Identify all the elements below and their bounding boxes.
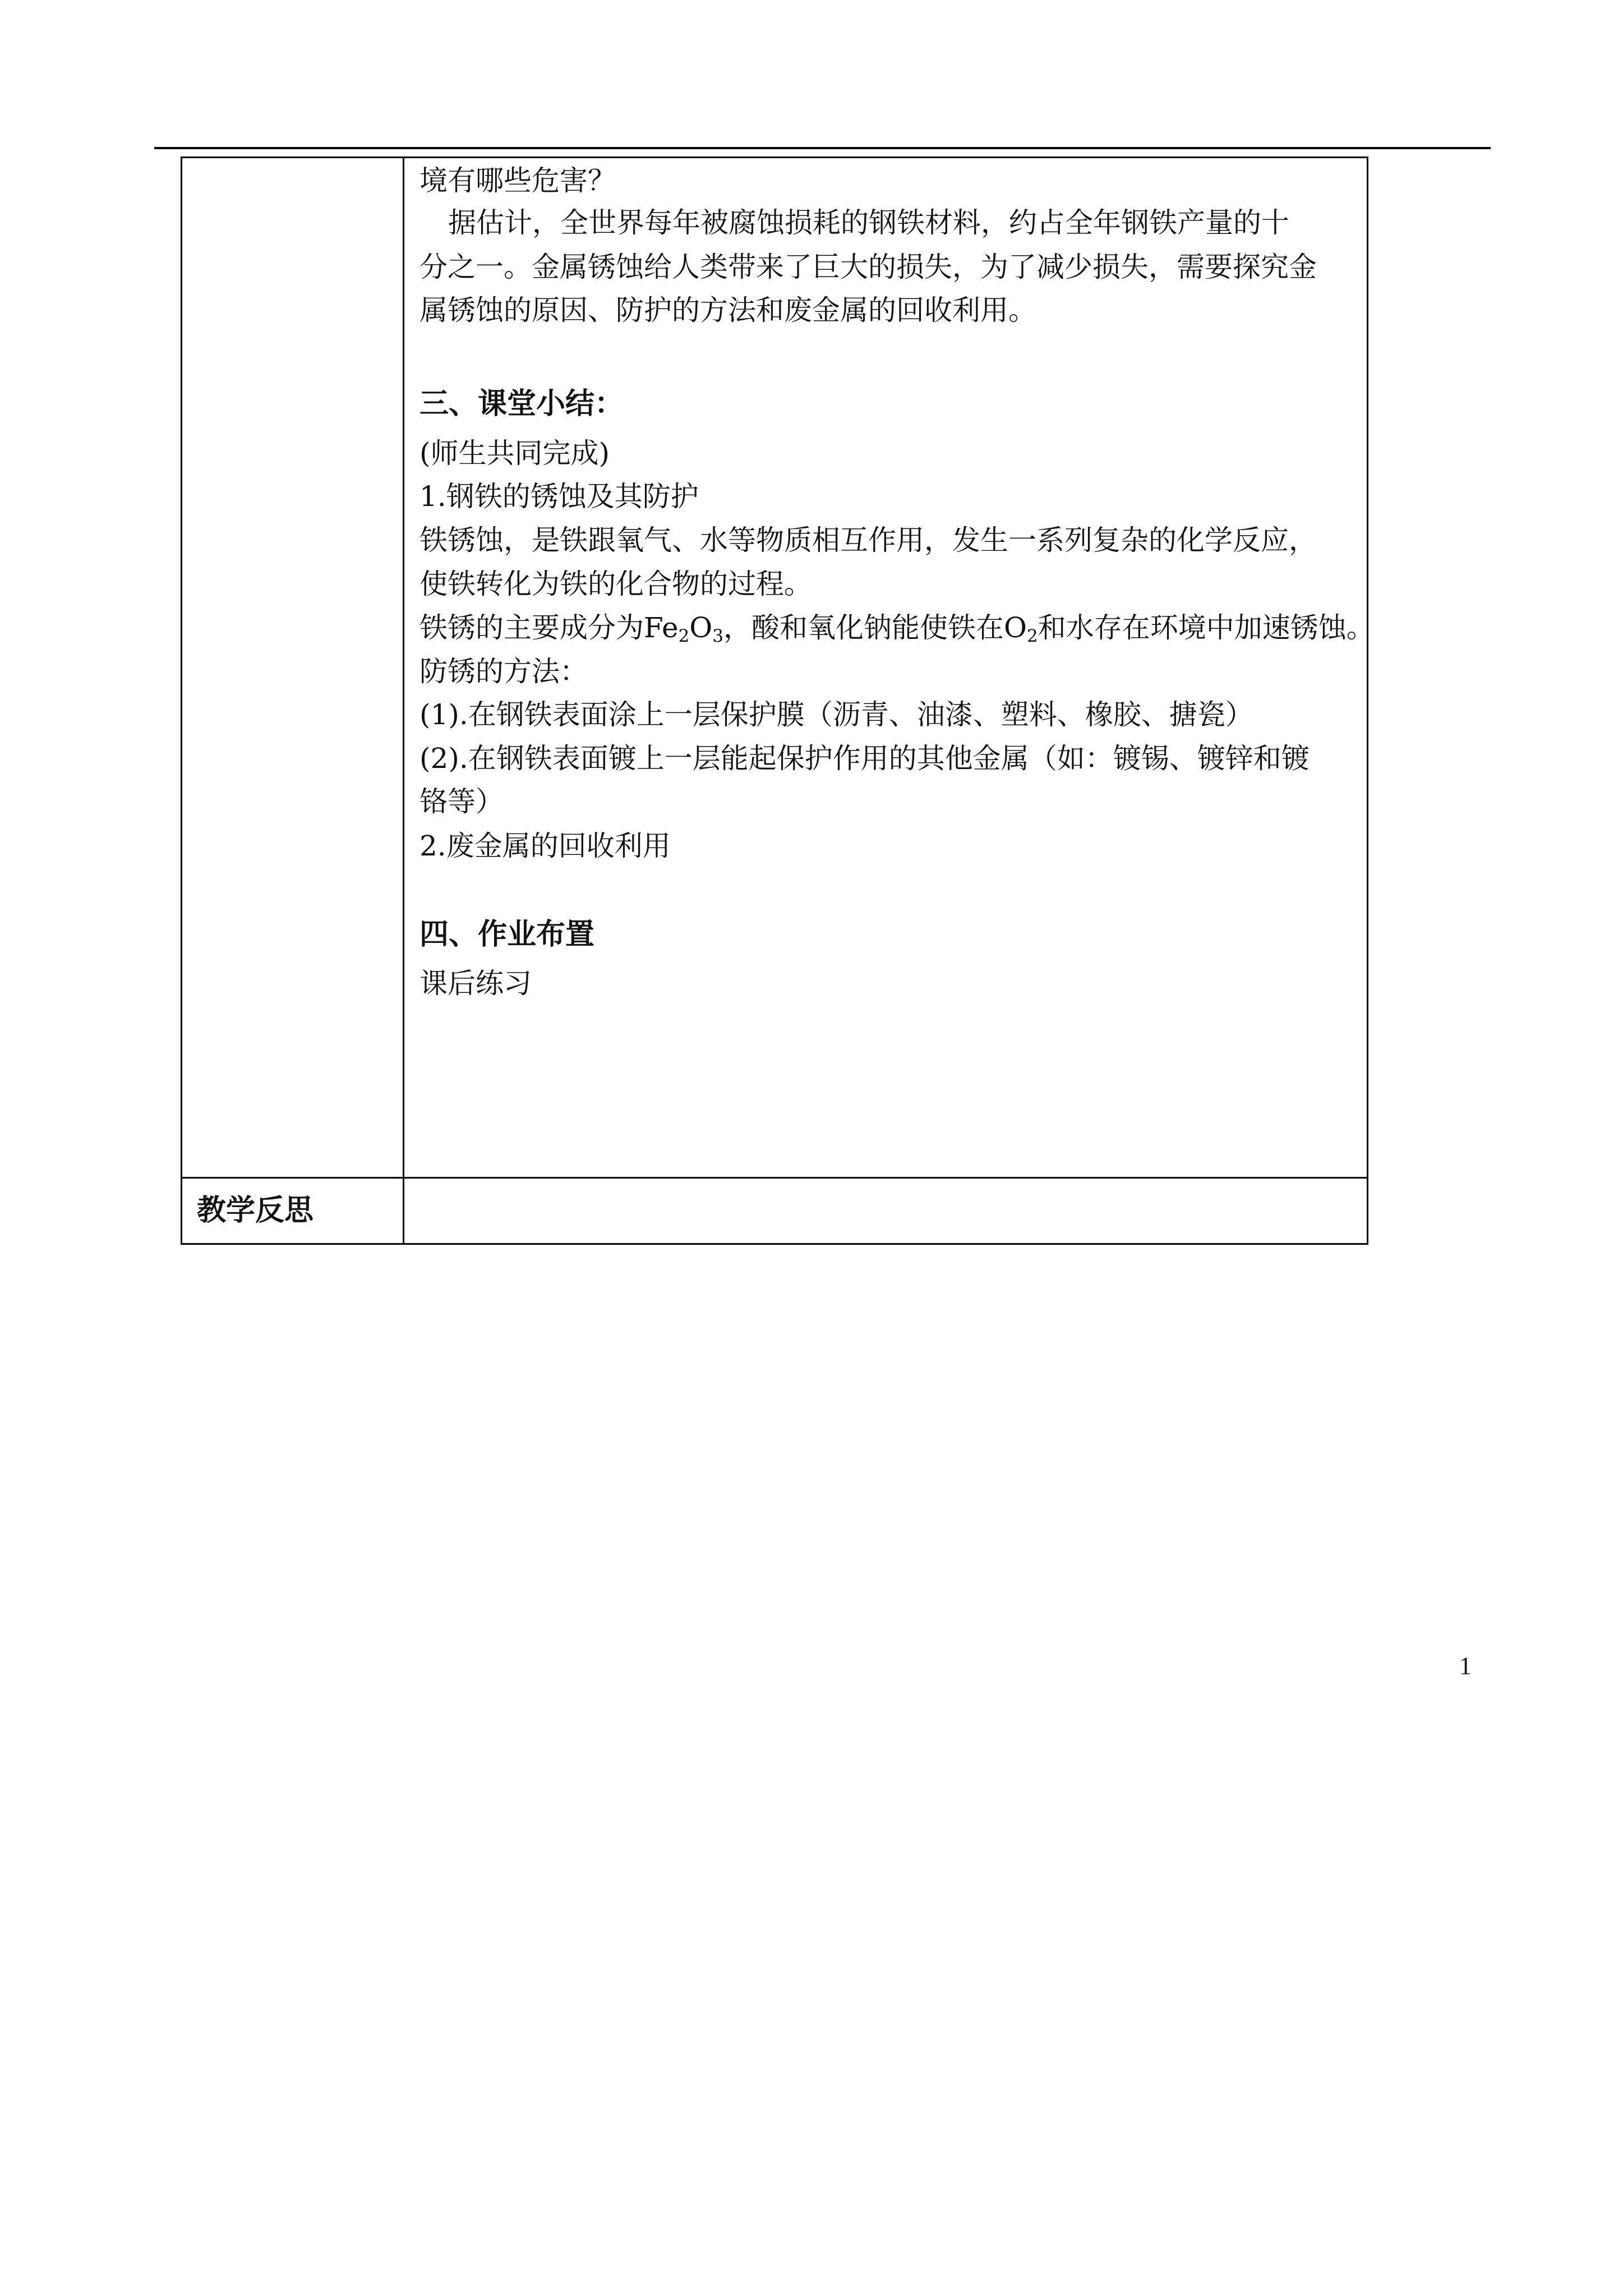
rust-composition-text-end: 和水存在环境中加速锈蚀。	[1038, 611, 1375, 644]
rust-definition-line-1: 铁锈蚀，是铁跟氧气、水等物质相互作用，发生一系列复杂的化学反应，	[419, 524, 1317, 556]
section-four-heading: 四、作业布置	[419, 918, 595, 951]
rust-prevention-method-2-line-1: (2).在钢铁表面镀上一层能起保护作用的其他金属（如：镀锡、镀锌和镀	[419, 742, 1310, 775]
teaching-reflection-label-cell	[182, 1179, 404, 1243]
oxygen-symbol: O	[689, 611, 713, 644]
estimate-paragraph-line-1: 据估计，全世界每年被腐蚀损耗的钢铁材料，约占全年钢铁产量的十	[448, 206, 1289, 239]
page-number: 1	[1459, 1652, 1472, 1680]
rust-composition-text-middle: ，酸和氧化钠能使铁在	[723, 611, 1004, 644]
rust-definition-line-2: 使铁转化为铁的化合物的过程。	[419, 568, 812, 600]
lesson-content-cell	[404, 158, 1375, 1179]
rust-prevention-method-2-line-2: 铬等）	[419, 785, 504, 818]
rust-composition-line	[419, 606, 1375, 650]
teaching-reflection-content-cell	[404, 1179, 1367, 1243]
rust-prevention-methods-title: 防锈的方法：	[419, 655, 588, 688]
section-three-item-2-title: 2.废金属的回收利用	[419, 830, 671, 862]
header-rule	[154, 147, 1491, 149]
rust-composition-text-start: 铁锈的主要成分为	[419, 611, 644, 644]
fe-symbol: Fe	[644, 611, 679, 644]
rust-prevention-method-1: (1).在钢铁表面涂上一层保护膜（沥青、油漆、塑料、橡胶、搪瓷）	[419, 698, 1253, 731]
estimate-paragraph-line-3: 属锈蚀的原因、防护的方法和废金属的回收利用。	[419, 294, 1036, 326]
teaching-reflection-label: 教学反思	[197, 1194, 314, 1227]
section-three-item-1-title: 1.钢铁的锈蚀及其防护	[419, 480, 699, 513]
left-empty-cell	[182, 158, 404, 1179]
section-three-note: (师生共同完成)	[419, 437, 610, 470]
fe-subscript: 2	[678, 625, 690, 646]
continued-question-line: 境有哪些危害？	[419, 164, 616, 197]
oxygen-gas-subscript: 2	[1027, 625, 1038, 646]
oxygen-subscript: 3	[712, 625, 724, 646]
section-three-heading: 三、课堂小结：	[419, 387, 624, 421]
homework-content: 课后练习	[419, 967, 532, 1000]
estimate-paragraph-line-2: 分之一。金属锈蚀给人类带来了巨大的损失，为了减少损失，需要探究金	[419, 251, 1317, 283]
oxygen-gas-symbol: O	[1004, 611, 1027, 644]
lesson-plan-table	[181, 157, 1375, 1245]
